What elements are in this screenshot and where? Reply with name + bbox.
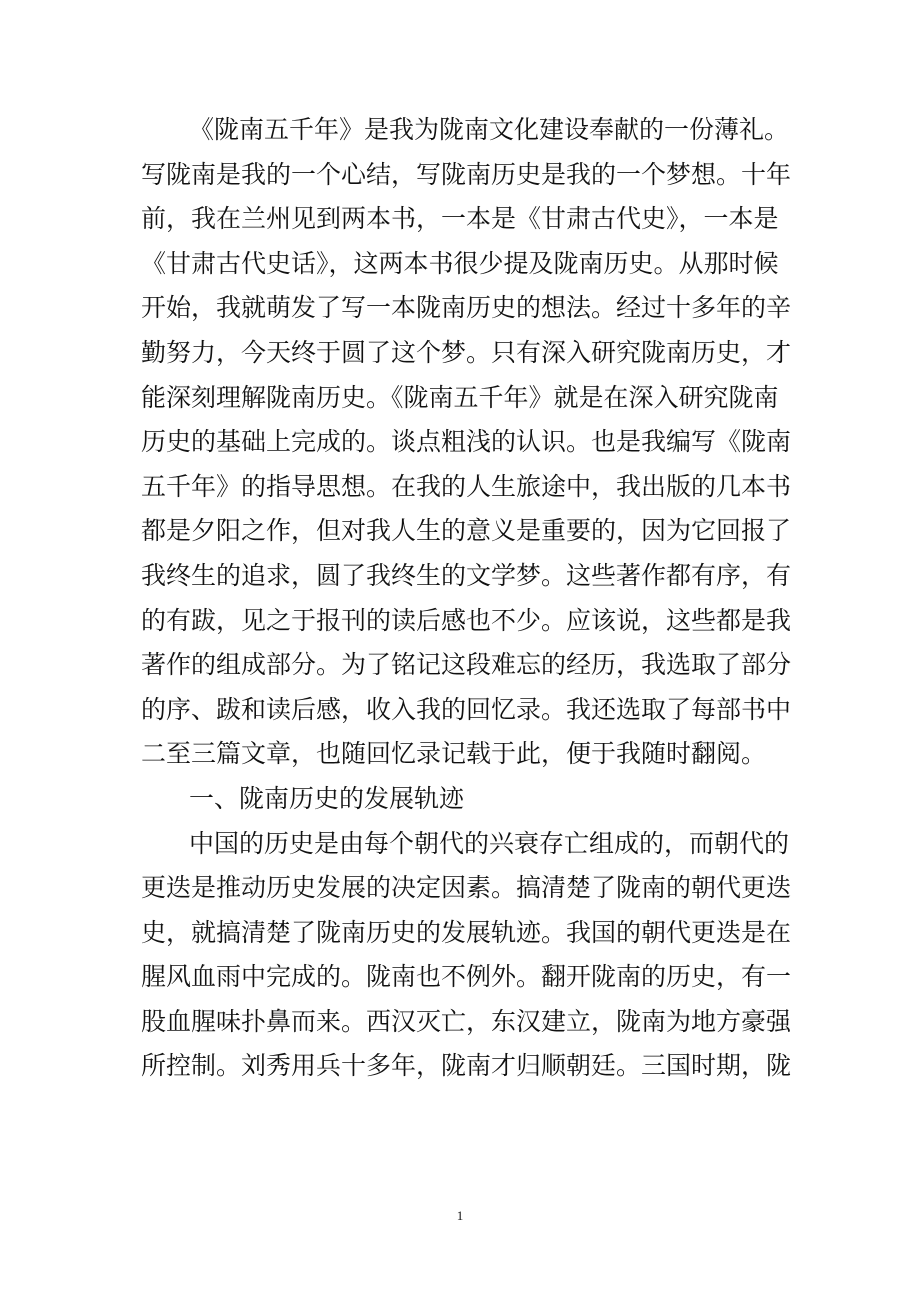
paragraph-line: 都是夕阳之作，但对我人生的意义是重要的，因为它回报了	[141, 516, 792, 546]
paragraph-line: 我终生的追求，圆了我终生的文学梦。这些著作都有序，有	[141, 560, 792, 590]
paragraph-line: 的有跋，见之于报刊的读后感也不少。应该说，这些都是我	[141, 605, 792, 635]
paragraph-line: 股血腥味扑鼻而来。西汉灭亡，东汉建立，陇南为地方豪强	[141, 1006, 792, 1036]
paragraph-line: 著作的组成部分。为了铭记这段难忘的经历，我选取了部分	[141, 650, 792, 680]
paragraph-line: 二至三篇文章，也随回忆录记载于此，便于我随时翻阅。	[141, 739, 767, 769]
paragraph-line: 开始，我就萌发了写一本陇南历史的想法。经过十多年的辛	[141, 293, 792, 323]
paragraph-line: 能深刻理解陇南历史。《陇南五千年》就是在深入研究陇南	[141, 382, 779, 412]
paragraph-line: 史，就搞清楚了陇南历史的发展轨迹。我国的朝代更迭是在	[141, 917, 792, 947]
paragraph-line: 所控制。刘秀用兵十多年，陇南才归顺朝廷。三国时期，陇	[141, 1051, 792, 1081]
paragraph-line: 更迭是推动历史发展的决定因素。搞清楚了陇南的朝代更迭	[141, 873, 792, 903]
paragraph-line: 勤努力，今天终于圆了这个梦。只有深入研究陇南历史，才	[141, 337, 792, 367]
paragraph-line: 写陇南是我的一个心结，写陇南历史是我的一个梦想。十年	[141, 159, 792, 189]
paragraph-line: 《甘肃古代史话》，这两本书很少提及陇南历史。从那时候	[141, 248, 779, 278]
body-text	[141, 108, 791, 1089]
paragraph-line: 腥风血雨中完成的。陇南也不例外。翻开陇南的历史，有一	[141, 962, 792, 992]
paragraph-line: 五千年》的指导思想。在我的人生旅途中，我出版的几本书	[141, 471, 792, 501]
page-number: 1	[456, 1208, 464, 1223]
section-heading: 一、陇南历史的发展轨迹	[189, 783, 465, 813]
paragraph-line: 中国的历史是由每个朝代的兴衰存亡组成的，而朝代的	[189, 828, 790, 858]
paragraph-line: 《陇南五千年》是我为陇南文化建设奉献的一份薄礼。	[189, 115, 790, 144]
paragraph-line: 历史的基础上完成的。谈点粗浅的认识。也是我编写《陇南	[141, 427, 792, 457]
paragraph-line: 前，我在兰州见到两本书，一本是《甘肃古代史》，一本是	[141, 204, 779, 234]
paragraph-line: 的序、跋和读后感，收入我的回忆录。我还选取了每部书中	[141, 694, 792, 724]
